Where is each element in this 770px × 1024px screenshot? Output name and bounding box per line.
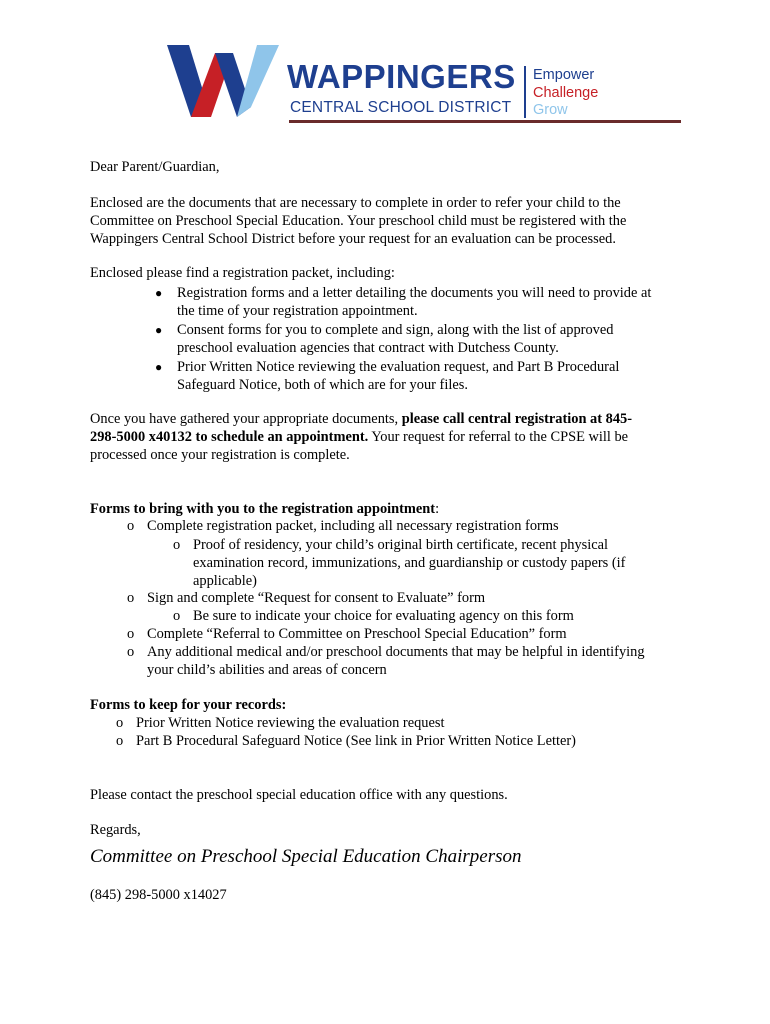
list-item: ● Consent forms for you to complete and sign, along with the list of approved preschool evaluation agencies that contract with Dutchess County.	[155, 322, 614, 356]
list-item: o Proof of residency, your child’s original birth certificate, recent physical examination record, immunizations, and guardianship or custody papers (if applicable)	[173, 537, 626, 589]
bring-heading: Forms to bring with you to the registration appointment:	[90, 501, 440, 517]
packet-list	[155, 284, 682, 395]
circle-bullet-icon: o	[116, 733, 124, 749]
brand-divider	[524, 66, 526, 118]
circle-bullet-icon: o	[127, 518, 135, 534]
call-instruction: 298-5000 x40132 to schedule an appointment.	[90, 429, 369, 445]
list-item: o Any additional medical and/or preschool documents that may be helpful in identifying your child’s abilities and areas of concern	[127, 644, 645, 678]
header-rule	[289, 120, 681, 123]
phone-number: (845) 298-5000 x14027	[90, 887, 227, 903]
bullet-icon: ●	[155, 286, 163, 300]
bring-list	[127, 589, 687, 607]
bring-list	[127, 625, 687, 679]
bring-sublist	[173, 536, 688, 590]
list-item: o Part B Procedural Safeguard Notice (See link in Prior Written Notice Letter)	[116, 733, 576, 749]
intro-paragraph	[90, 194, 690, 248]
bring-sublist	[173, 607, 688, 625]
intro-line: Enclosed are the documents that are necessary to complete in order to refer your child to the	[90, 195, 621, 211]
circle-bullet-icon: o	[116, 715, 124, 731]
packet-intro: Enclosed please find a registration packet, including:	[90, 265, 395, 281]
list-item: o Complete registration packet, including all necessary registration forms	[127, 518, 559, 534]
call-paragraph: Once you have gathered your appropriate documents, please call central registration at 845- 298-5000 x40132 to schedule an appointment. Your request for referral to the CPSE will be processed once your registration is complete.	[90, 411, 633, 463]
bullet-icon: ●	[155, 323, 163, 337]
keep-list	[116, 714, 696, 750]
list-item: ● Registration forms and a letter detailing the documents you will need to provide at the time of your registration appointment.	[155, 285, 652, 319]
signature-title: Committee on Preschool Special Education Chairperson	[90, 846, 522, 867]
bullet-icon: ●	[155, 360, 163, 374]
tagline-empower: Empower	[533, 67, 595, 83]
regards: Regards,	[90, 822, 141, 838]
circle-bullet-icon: o	[127, 644, 135, 660]
district-name: WAPPINGERS	[287, 58, 516, 95]
list-item: o Sign and complete “Request for consent to Evaluate” form	[127, 590, 486, 606]
tagline-grow: Grow	[533, 102, 568, 118]
contact-line: Please contact the preschool special education office with any questions.	[90, 787, 508, 803]
circle-bullet-icon: o	[173, 537, 181, 553]
call-instruction: please call central registration at 845-	[401, 411, 633, 427]
list-item: o Complete “Referral to Committee on Preschool Special Education” form	[127, 626, 567, 642]
intro-line: Wappingers Central School District before your request for an evaluation can be processed.	[90, 231, 616, 247]
w-logo-icon	[167, 45, 279, 117]
circle-bullet-icon: o	[127, 626, 135, 642]
list-item: o Prior Written Notice reviewing the evaluation request	[116, 715, 445, 731]
circle-bullet-icon: o	[127, 590, 135, 606]
bring-list	[127, 517, 687, 535]
tagline-challenge: Challenge	[533, 85, 599, 101]
circle-bullet-icon: o	[173, 608, 181, 624]
greeting: Dear Parent/Guardian,	[90, 159, 220, 175]
intro-line: Committee on Preschool Special Education. Your preschool child must be registered with the	[90, 213, 627, 229]
keep-heading: Forms to keep for your records:	[90, 697, 287, 713]
list-item: o Be sure to indicate your choice for evaluating agency on this form	[173, 608, 574, 624]
district-subtitle: CENTRAL SCHOOL DISTRICT	[290, 99, 512, 116]
list-item: ● Prior Written Notice reviewing the evaluation request, and Part B Procedural Safeguard Notice, both of which are for your files.	[155, 359, 620, 393]
